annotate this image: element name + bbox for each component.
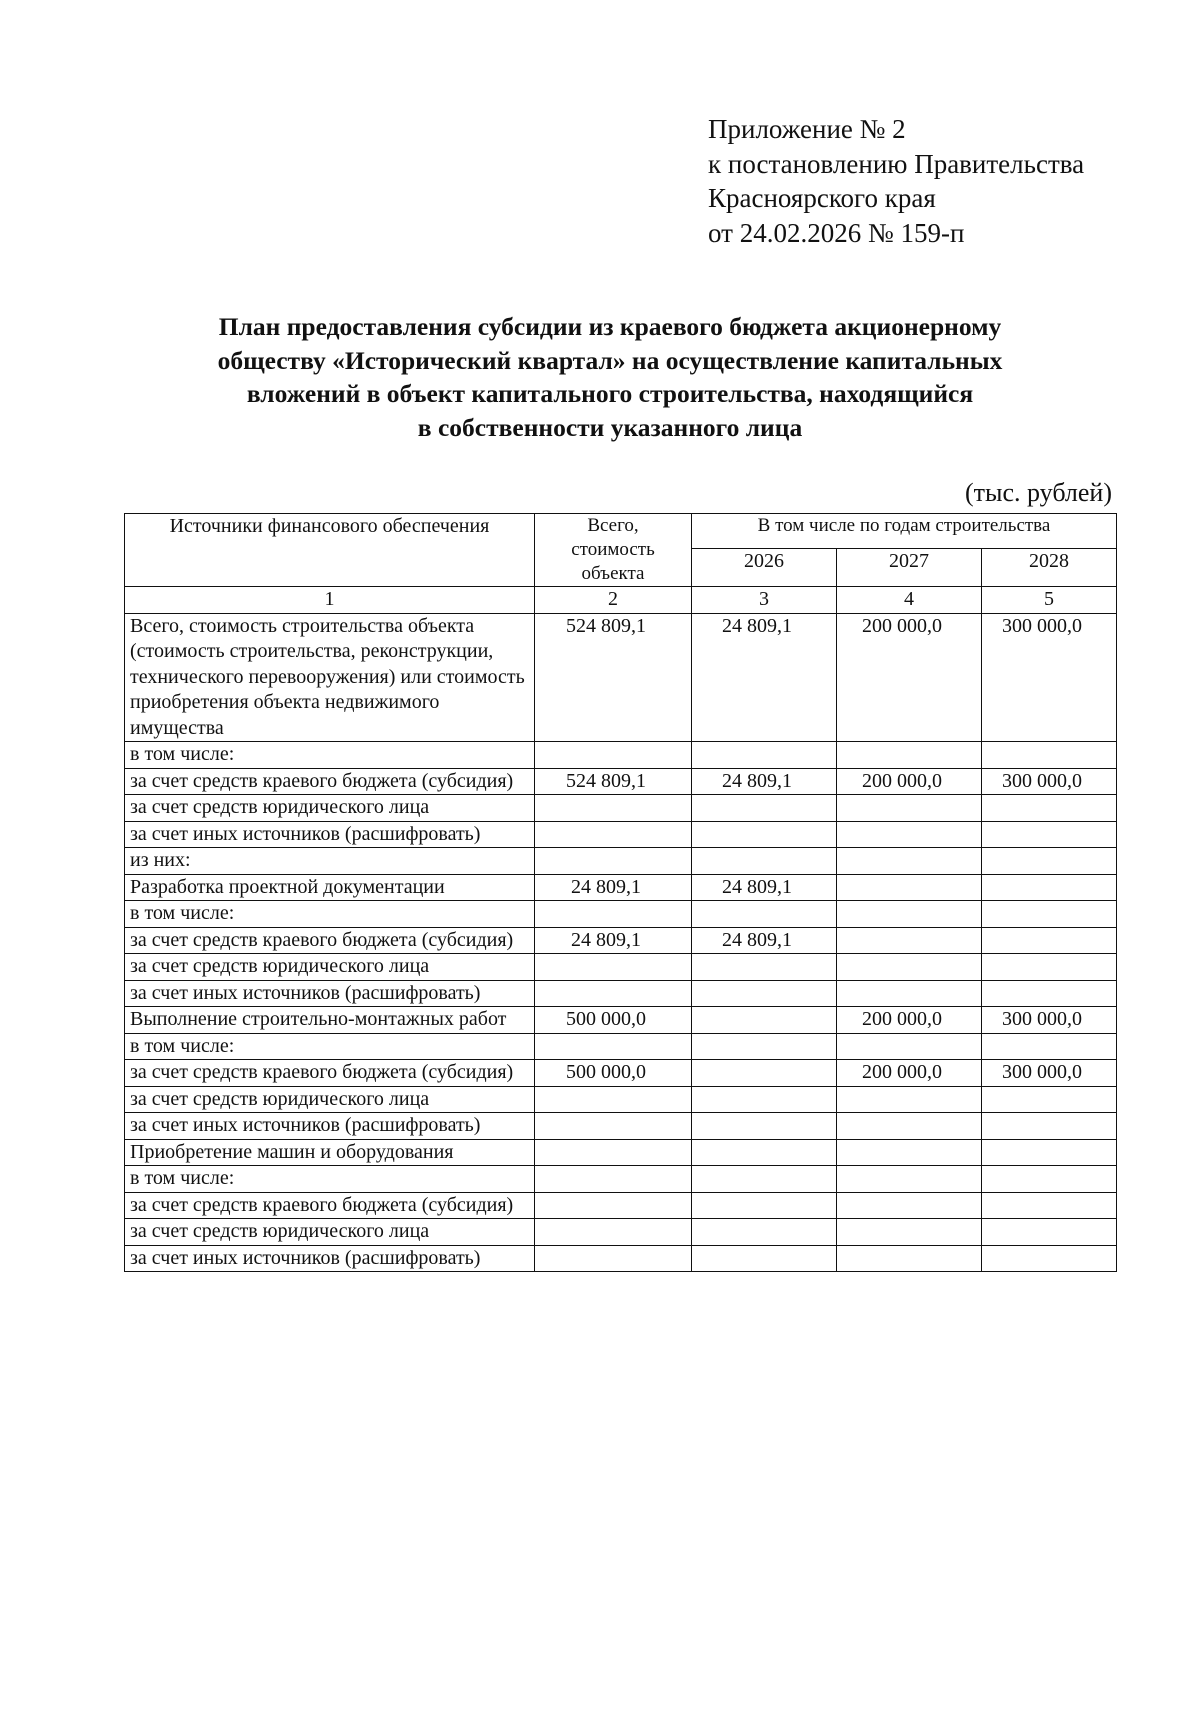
- header-year: 2027: [837, 549, 982, 587]
- source-label: за счет иных источников (расшифровать): [125, 821, 535, 848]
- total-value: [535, 980, 692, 1007]
- appendix-line: к постановлению Правительства: [708, 148, 1085, 179]
- source-label: Разработка проектной документации: [125, 874, 535, 901]
- total-value: [535, 1086, 692, 1113]
- title-line: обществу «Исторический квартал» на осуществление капитальных: [217, 345, 1003, 375]
- total-value: [535, 1219, 692, 1246]
- year-2027-value: [837, 821, 982, 848]
- table-row: [125, 795, 1117, 822]
- total-value: [535, 1192, 692, 1219]
- total-value: [535, 848, 692, 875]
- source-label: за счет средств юридического лица: [125, 795, 535, 822]
- header-year: 2026: [692, 549, 837, 587]
- year-2027-value: 200 000,0: [837, 1007, 982, 1034]
- header-total: [535, 514, 692, 587]
- total-value: 24 809,1: [535, 927, 692, 954]
- column-number: 5: [982, 587, 1117, 614]
- year-2028-value: [982, 1245, 1117, 1272]
- source-label: в том числе:: [125, 901, 535, 928]
- year-2027-value: [837, 927, 982, 954]
- year-2028-value: [982, 821, 1117, 848]
- year-2026-value: [692, 848, 837, 875]
- total-value: [535, 1166, 692, 1193]
- table-row: [125, 1245, 1117, 1272]
- source-label: в том числе:: [125, 1033, 535, 1060]
- table-row: [125, 742, 1117, 769]
- total-value: 524 809,1: [535, 768, 692, 795]
- subsidy-plan-table: [124, 513, 1117, 1272]
- year-2026-value: 24 809,1: [692, 768, 837, 795]
- table-row: [125, 1060, 1117, 1087]
- source-label: за счет средств краевого бюджета (субсидия): [125, 1192, 535, 1219]
- year-2027-value: [837, 1219, 982, 1246]
- table-row: [125, 1007, 1117, 1034]
- year-2027-value: [837, 980, 982, 1007]
- column-numbers-row: [125, 587, 1117, 614]
- year-2027-value: [837, 1086, 982, 1113]
- total-value: 500 000,0: [535, 1060, 692, 1087]
- year-2028-value: [982, 874, 1117, 901]
- source-label: Приобретение машин и оборудования: [125, 1139, 535, 1166]
- year-2028-value: [982, 1139, 1117, 1166]
- total-value: [535, 742, 692, 769]
- header-year: 2028: [982, 549, 1117, 587]
- year-2028-value: [982, 927, 1117, 954]
- column-number: 4: [837, 587, 982, 614]
- source-label: из них:: [125, 848, 535, 875]
- year-2028-value: [982, 901, 1117, 928]
- year-2027-value: [837, 954, 982, 981]
- header-total-line: Всего,: [587, 515, 639, 536]
- year-2026-value: [692, 1192, 837, 1219]
- year-2026-value: [692, 901, 837, 928]
- source-label: в том числе:: [125, 742, 535, 769]
- title-line: вложений в объект капитального строительства, находящийся: [246, 379, 974, 408]
- year-2028-value: [982, 1113, 1117, 1140]
- units-label: (тыс. рублей): [964, 478, 1112, 507]
- year-2028-value: 300 000,0: [982, 1007, 1117, 1034]
- total-value: [535, 1033, 692, 1060]
- table-row: [125, 1139, 1117, 1166]
- title-line: в собственности указанного лица: [417, 412, 803, 442]
- table-row: [125, 980, 1117, 1007]
- year-2027-value: [837, 1033, 982, 1060]
- year-2026-value: 24 809,1: [692, 874, 837, 901]
- year-2026-value: [692, 1086, 837, 1113]
- year-2026-value: 24 809,1: [692, 613, 837, 742]
- year-2027-value: [837, 795, 982, 822]
- table-row: [125, 927, 1117, 954]
- source-label: за счет средств краевого бюджета (субсидия): [125, 768, 535, 795]
- year-2027-value: [837, 1166, 982, 1193]
- year-2026-value: [692, 1139, 837, 1166]
- year-2026-value: [692, 980, 837, 1007]
- total-value: [535, 1245, 692, 1272]
- appendix-line: Красноярского края: [708, 183, 936, 213]
- year-2028-value: [982, 795, 1117, 822]
- table-row: [125, 901, 1117, 928]
- table-row: [125, 1219, 1117, 1246]
- year-2026-value: [692, 954, 837, 981]
- header-total-line: объекта: [581, 563, 645, 584]
- total-value: 524 809,1: [535, 613, 692, 742]
- total-value: [535, 1113, 692, 1140]
- year-2027-value: [837, 1139, 982, 1166]
- header-by-years: В том числе по годам строительства: [692, 514, 1117, 549]
- total-value: [535, 901, 692, 928]
- year-2026-value: [692, 1113, 837, 1140]
- source-label: за счет средств краевого бюджета (субсидия): [125, 927, 535, 954]
- year-2028-value: [982, 1086, 1117, 1113]
- year-2027-value: [837, 874, 982, 901]
- year-2028-value: [982, 1166, 1117, 1193]
- total-value: [535, 954, 692, 981]
- year-2027-value: [837, 1192, 982, 1219]
- total-value: 24 809,1: [535, 874, 692, 901]
- year-2028-value: 300 000,0: [982, 768, 1117, 795]
- year-2028-value: 300 000,0: [982, 1060, 1117, 1087]
- table-row: [125, 613, 1117, 742]
- year-2026-value: 24 809,1: [692, 927, 837, 954]
- appendix-line: Приложение № 2: [708, 114, 906, 144]
- total-value: 500 000,0: [535, 1007, 692, 1034]
- year-2028-value: [982, 954, 1117, 981]
- year-2027-value: 200 000,0: [837, 613, 982, 742]
- table-row: [125, 1192, 1117, 1219]
- table-row: [125, 1113, 1117, 1140]
- year-2028-value: [982, 980, 1117, 1007]
- source-label: за счет иных источников (расшифровать): [125, 1245, 535, 1272]
- year-2026-value: [692, 1033, 837, 1060]
- year-2027-value: [837, 742, 982, 769]
- source-label: за счет средств юридического лица: [125, 1219, 535, 1246]
- year-2028-value: [982, 1219, 1117, 1246]
- header-sources: Источники финансового обеспечения: [125, 514, 535, 587]
- year-2027-value: 200 000,0: [837, 768, 982, 795]
- year-2027-value: [837, 1245, 982, 1272]
- year-2026-value: [692, 1219, 837, 1246]
- year-2028-value: 300 000,0: [982, 613, 1117, 742]
- table-row: [125, 1033, 1117, 1060]
- total-value: [535, 821, 692, 848]
- appendix-block: [708, 112, 1084, 250]
- year-2027-value: [837, 901, 982, 928]
- total-value: [535, 1139, 692, 1166]
- source-label: за счет средств юридического лица: [125, 954, 535, 981]
- source-label: за счет средств юридического лица: [125, 1086, 535, 1113]
- year-2026-value: [692, 821, 837, 848]
- year-2026-value: [692, 1007, 837, 1034]
- year-2026-value: [692, 742, 837, 769]
- year-2026-value: [692, 795, 837, 822]
- year-2028-value: [982, 1033, 1117, 1060]
- year-2027-value: 200 000,0: [837, 1060, 982, 1087]
- column-number: 2: [535, 587, 692, 614]
- year-2027-value: [837, 1113, 982, 1140]
- year-2026-value: [692, 1245, 837, 1272]
- source-label: за счет иных источников (расшифровать): [125, 980, 535, 1007]
- header-total-line: стоимость: [571, 539, 655, 560]
- source-label: Выполнение строительно-монтажных работ: [125, 1007, 535, 1034]
- year-2026-value: [692, 1060, 837, 1087]
- title-line: План предоставления субсидии из краевого бюджета акционерному: [218, 312, 1002, 341]
- table-row: [125, 821, 1117, 848]
- table-row: [125, 954, 1117, 981]
- table-row: [125, 1086, 1117, 1113]
- source-label: за счет иных источников (расшифровать): [125, 1113, 535, 1140]
- source-label: за счет средств краевого бюджета (субсидия): [125, 1060, 535, 1087]
- document-title: [110, 310, 1110, 444]
- column-number: 3: [692, 587, 837, 614]
- table-row: [125, 1166, 1117, 1193]
- table-row: [125, 848, 1117, 875]
- table-row: [125, 768, 1117, 795]
- header-row: [125, 514, 1117, 549]
- source-label: Всего, стоимость строительства объекта (стоимость строительства, реконструкции, технического перевооружения) или стоимость приобретения объекта недвижимого имущества: [125, 613, 535, 742]
- year-2026-value: [692, 1166, 837, 1193]
- year-2027-value: [837, 848, 982, 875]
- year-2028-value: [982, 848, 1117, 875]
- appendix-line: от 24.02.2026 № 159-п: [708, 217, 965, 248]
- column-number: 1: [125, 587, 535, 614]
- year-2028-value: [982, 742, 1117, 769]
- table-row: [125, 874, 1117, 901]
- total-value: [535, 795, 692, 822]
- year-2028-value: [982, 1192, 1117, 1219]
- source-label: в том числе:: [125, 1166, 535, 1193]
